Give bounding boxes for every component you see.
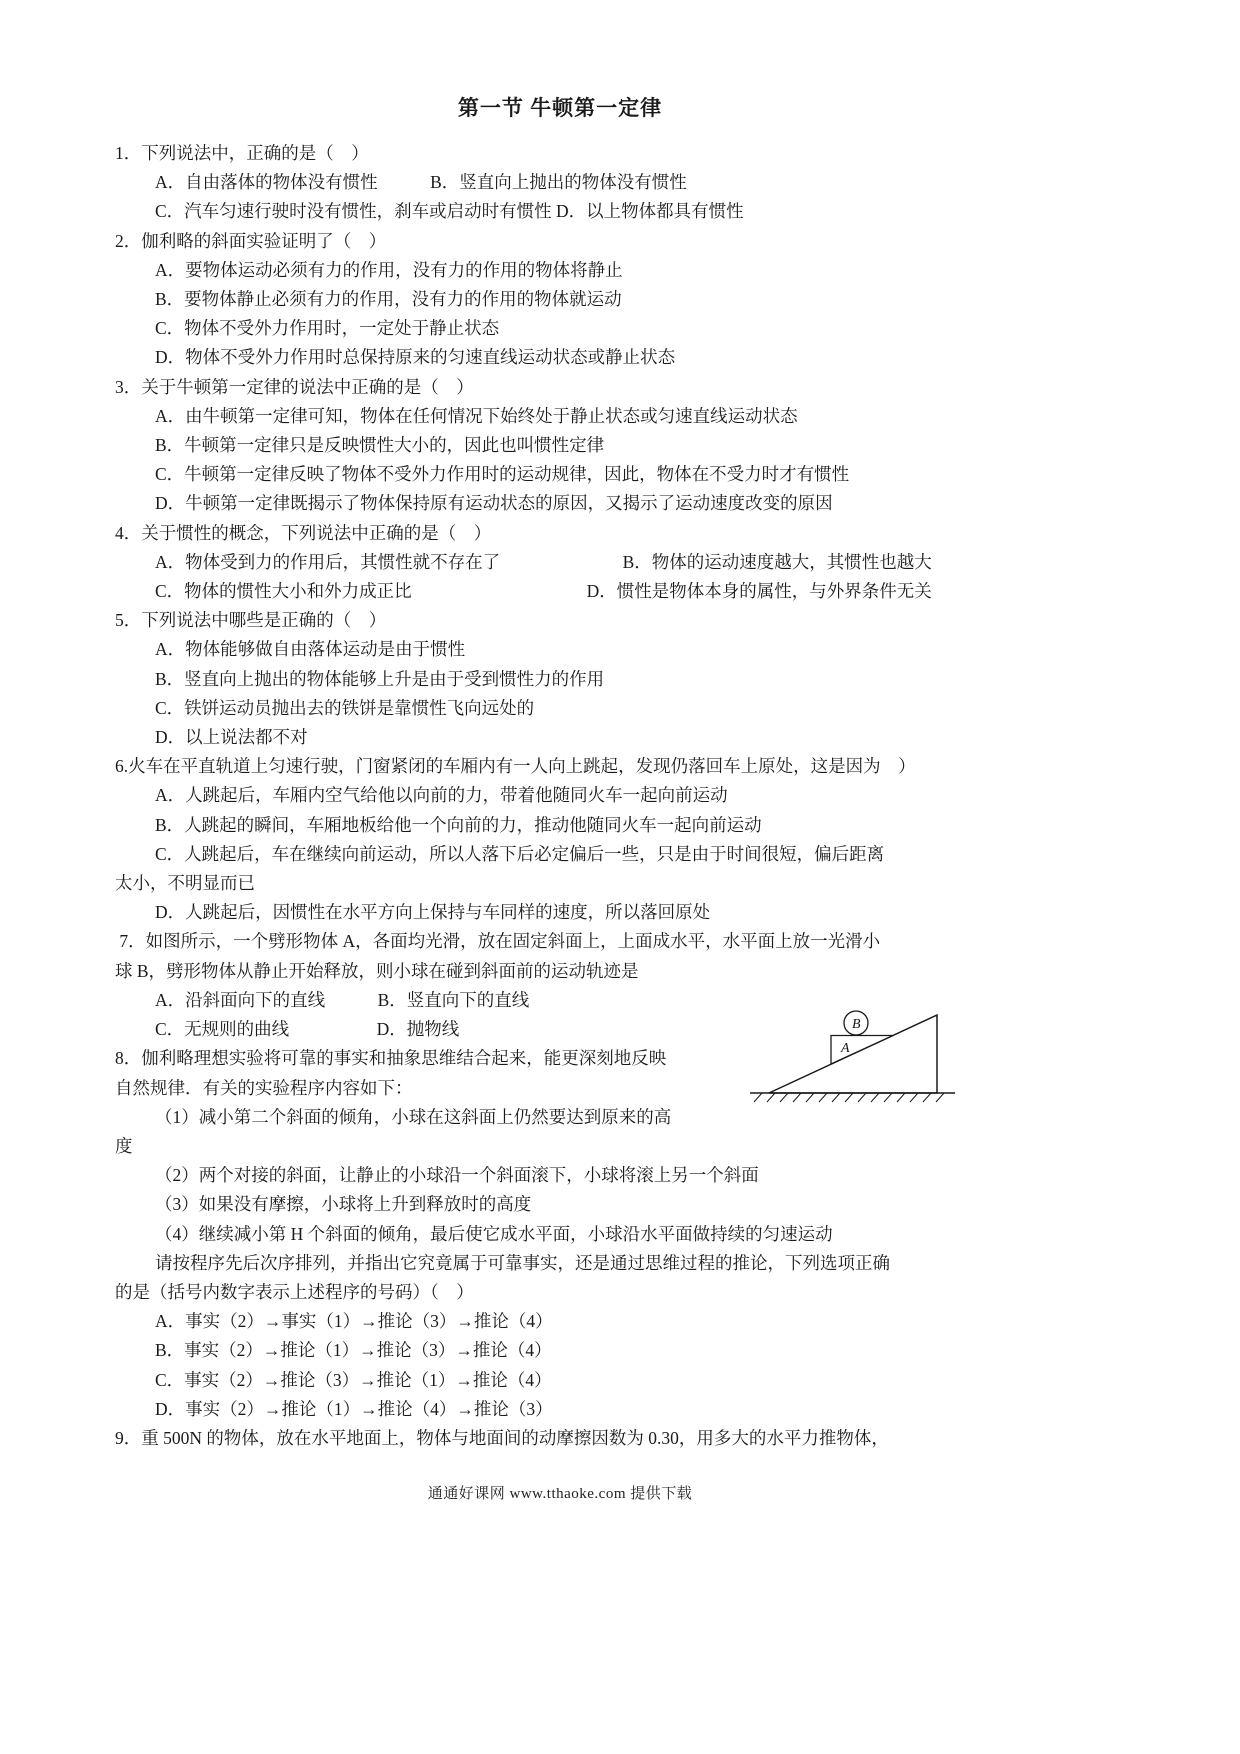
text-line: 自然规律．有关的实验程序内容如下：	[115, 1077, 413, 1098]
text-line: B．事实（2）→推论（1）→推论（3）→推论（4）	[155, 1340, 552, 1361]
text-line: 1．下列说法中，正确的是（ ）	[115, 143, 369, 163]
text-line: 8．伽利略理想实验将可靠的事实和抽象思维结合起来，能更深刻地反映	[115, 1048, 667, 1069]
text-line: C．物体不受外力作用时，一定处于静止状态	[155, 318, 500, 339]
text-line: 太小，不明显而已	[115, 873, 255, 894]
text-line: C．无规则的曲线 D．抛物线	[155, 1019, 460, 1040]
text-line: D．物体不受外力作用时总保持原来的匀速直线运动状态或静止状态	[155, 347, 676, 368]
text-line: C．人跳起后，车在继续向前运动，所以人落下后必定偏后一些，只是由于时间很短，偏后距离	[155, 843, 885, 864]
text-line: C．事实（2）→推论（3）→推论（1）→推论（4）	[155, 1369, 552, 1390]
text-line: 4．关于惯性的概念，下列说法中正确的是（ ）	[115, 522, 492, 543]
wedge-label: A	[841, 1041, 850, 1056]
question-text-block	[115, 139, 1135, 1453]
text-line: A．事实（2）→事实（1）→推论（3）→推论（4）	[155, 1311, 553, 1332]
ball-label: B	[852, 1017, 861, 1032]
incline-diagram	[748, 988, 960, 1112]
text-line: A．沿斜面向下的直线 B．竖直向下的直线	[155, 989, 530, 1010]
text-line: B．人跳起的瞬间，车厢地板给他一个向前的力，推动他随同火车一起向前运动	[155, 814, 762, 835]
text-line: D．人跳起后，因惯性在水平方向上保持与车同样的速度，所以落回原处	[155, 902, 711, 923]
text-line: 9．重 500N 的物体，放在水平地面上，物体与地面间的动摩擦因数为 0.30，用多大的水平力推物体，	[115, 1427, 889, 1448]
text-line: A．自由落体的物体没有惯性 B．竖直向上抛出的物体没有惯性	[155, 172, 687, 193]
text-line: （4）继续减小第 H 个斜面的倾角，最后使它成水平面，小球沿水平面做持续的匀速运动	[155, 1223, 833, 1244]
text-line: （1）减小第二个斜面的倾角，小球在这斜面上仍然要达到原来的高	[155, 1106, 672, 1127]
text-line: D．以上说法都不对	[155, 727, 308, 748]
text-line: （3）如果没有摩擦，小球将上升到释放时的高度	[155, 1194, 532, 1215]
ground-hatching	[754, 1093, 944, 1102]
text-line: A．要物体运动必须有力的作用，没有力的作用的物体将静止	[155, 259, 623, 280]
text-line: C．铁饼运动员抛出去的铁饼是靠惯性飞向远处的	[155, 697, 535, 718]
text-line: 球 B，劈形物体从静止开始释放，则小球在碰到斜面前的运动轨迹是	[115, 960, 639, 981]
text-line: （2）两个对接的斜面，让静止的小球沿一个斜面滚下，小球将滚上另一个斜面	[155, 1165, 759, 1186]
text-line: D．事实（2）→推论（1）→推论（4）→推论（3）	[155, 1398, 553, 1419]
page-title: 第一节 牛顿第一定律	[457, 96, 663, 120]
text-line: 2．伽利略的斜面实验证明了（ ）	[115, 230, 387, 251]
text-line: A．物体受到力的作用后，其惯性就不存在了 B．物体的运动速度越大，其惯性也越大	[155, 551, 932, 572]
footer-text: 通通好课网 www.tthaoke.com 提供下载	[427, 1486, 693, 1502]
text-line: C．汽车匀速行驶时没有惯性，刹车或启动时有惯性 D．以上物体都具有惯性	[155, 201, 744, 222]
text-line: C．牛顿第一定律反映了物体不受外力作用时的运动规律，因此，物体在不受力时才有惯性	[155, 464, 850, 485]
text-line: B．要物体静止必须有力的作用，没有力的作用的物体就运动	[155, 289, 622, 310]
text-line: C．物体的惯性大小和外力成正比 D．惯性是物体本身的属性，与外界条件无关	[155, 581, 932, 602]
text-line: 6.火车在平直轨道上匀速行驶，门窗紧闭的车厢内有一人向上跳起，发现仍落回车上原处，这是因为 ）	[115, 756, 916, 777]
text-line: 度	[115, 1135, 133, 1156]
text-line: 5．下列说法中哪些是正确的（ ）	[115, 610, 387, 631]
text-line: A．人跳起后，车厢内空气给他以向前的力，带着他随同火车一起向前运动	[155, 785, 728, 806]
text-line: 的是（括号内数字表示上述程序的号码）（ ）	[115, 1281, 474, 1302]
text-line: 3．关于牛顿第一定律的说法中正确的是（ ）	[115, 376, 474, 397]
text-line: D．牛顿第一定律既揭示了物体保持原有运动状态的原因，又揭示了运动速度改变的原因	[155, 493, 833, 514]
text-line: B．竖直向上抛出的物体能够上升是由于受到惯性力的作用	[155, 668, 605, 689]
text-line: 7．如图所示，一个劈形物体 A，各面均光滑，放在固定斜面上，上面成水平，水平面上放一光滑小	[115, 931, 881, 952]
text-line: A．由牛顿第一定律可知，物体在任何情况下始终处于静止状态或匀速直线运动状态	[155, 405, 798, 426]
text-line: 请按程序先后次序排列，并指出它究竟属于可靠事实，还是通过思维过程的推论，下列选项正确	[155, 1252, 890, 1273]
incline-figure	[748, 988, 960, 1112]
text-line: B．牛顿第一定律只是反映惯性大小的，因此也叫惯性定律	[155, 435, 605, 456]
text-line: A．物体能够做自由落体运动是由于惯性	[155, 639, 466, 660]
